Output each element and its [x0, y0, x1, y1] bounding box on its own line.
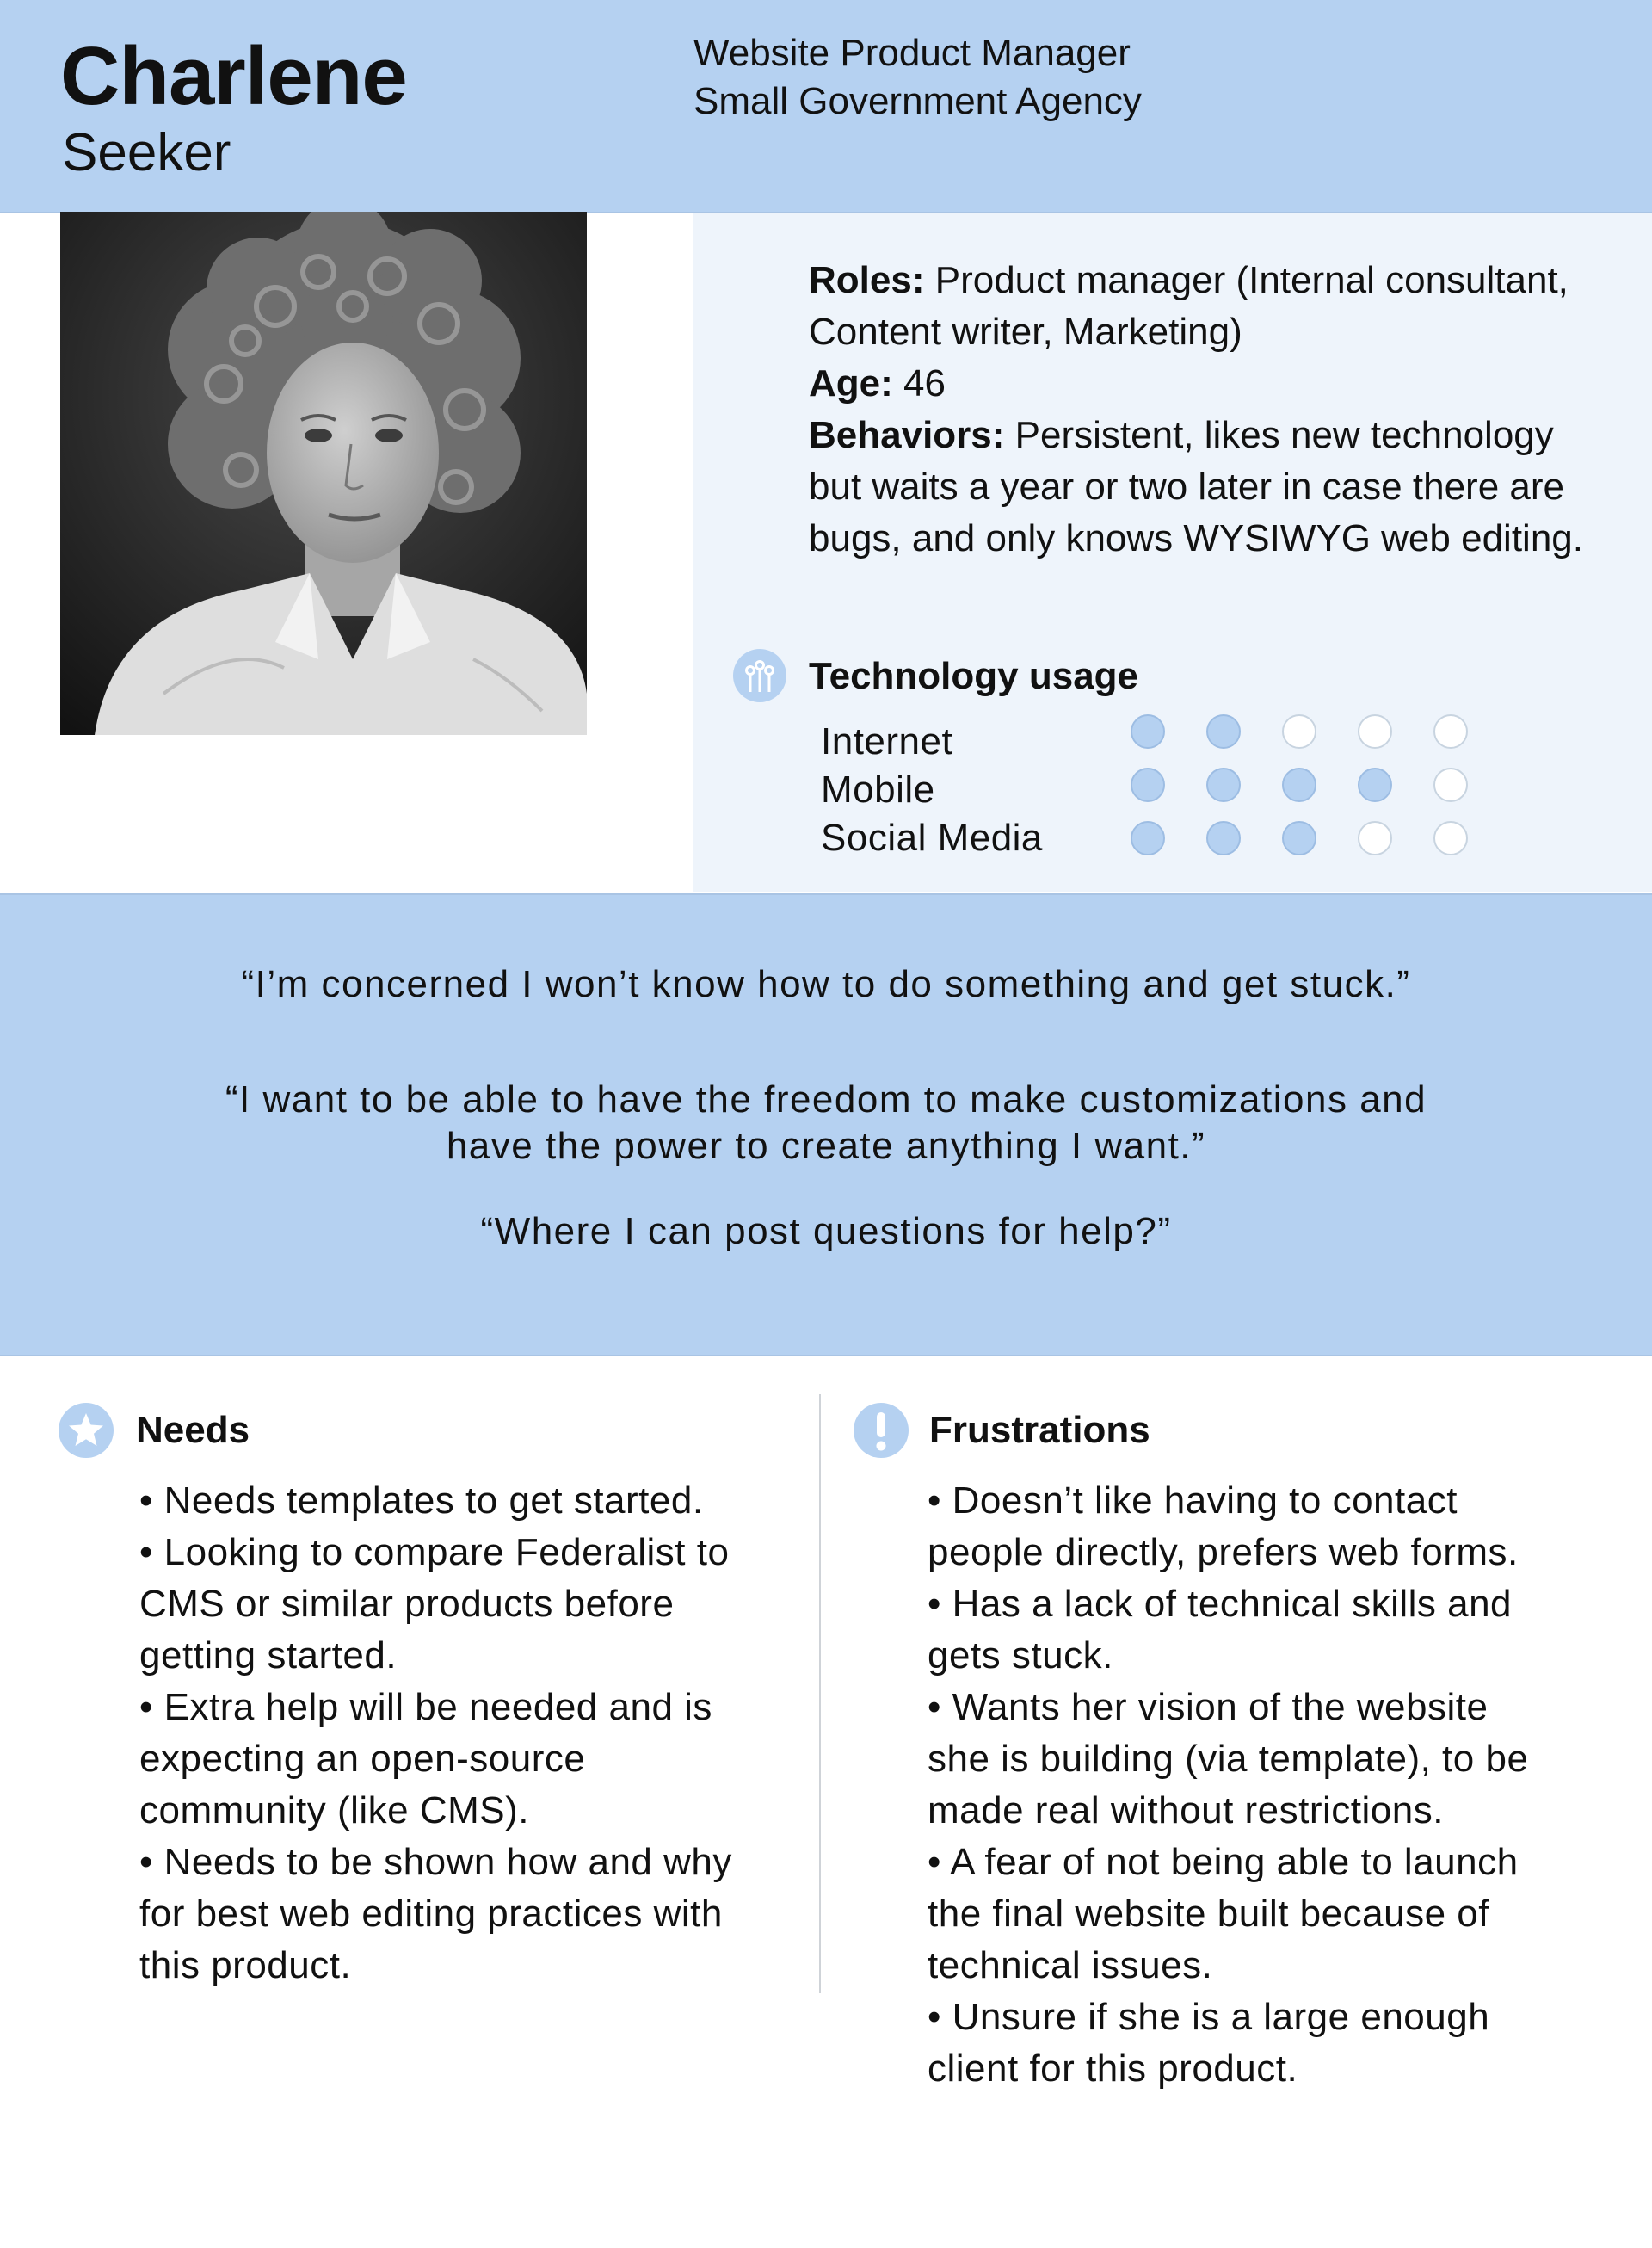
needs-line: • Looking to compare Federalist to: [139, 1531, 730, 1573]
needs-line: CMS or similar products before: [139, 1583, 675, 1625]
frustrations-title: Frustrations: [929, 1409, 1150, 1451]
rating-dot-filled: [1282, 768, 1316, 802]
rating-dot-filled: [1206, 821, 1241, 855]
age-label: Age:: [809, 362, 893, 405]
rating-dot-filled: [1131, 714, 1165, 749]
star-icon: [59, 1403, 114, 1458]
technology-usage-title: Technology usage: [809, 655, 1139, 697]
needs-line: getting started.: [139, 1634, 398, 1677]
persona-job: [693, 29, 1142, 126]
circuit-icon: [733, 649, 786, 702]
needs-line: for best web editing practices with: [139, 1893, 723, 1935]
tech-label-social-media: Social Media: [821, 817, 1043, 859]
frustrations-line: • Wants her vision of the website: [928, 1686, 1489, 1728]
rating-dot-filled: [1131, 768, 1165, 802]
behaviors-label: Behaviors:: [809, 414, 1005, 456]
organization: Small Government Agency: [693, 80, 1142, 122]
behaviors-row: [809, 410, 1583, 565]
rating-dot-empty: [1433, 768, 1468, 802]
frustrations-line: made real without restrictions.: [928, 1789, 1444, 1831]
quote-2-line-1: “I want to be able to have the freedom to make customizations and: [225, 1078, 1427, 1121]
age-row: [809, 358, 1583, 410]
needs-line: community (like CMS).: [139, 1789, 529, 1831]
rating-dot-empty: [1282, 714, 1316, 749]
exclamation-icon: [854, 1403, 909, 1458]
quote-2-line-2: have the power to create anything I want.”: [446, 1125, 1206, 1167]
column-divider: [819, 1394, 821, 1993]
portrait-photo: [60, 212, 587, 735]
roles-label: Roles:: [809, 259, 925, 301]
job-title: Website Product Manager: [693, 32, 1131, 74]
rating-dot-filled: [1358, 768, 1392, 802]
rating-dot-filled: [1206, 768, 1241, 802]
needs-title: Needs: [136, 1409, 250, 1451]
tech-label-mobile: Mobile: [821, 769, 935, 811]
rating-dot-empty: [1433, 821, 1468, 855]
rating-dot-empty: [1358, 714, 1392, 749]
rating-dot-filled: [1131, 821, 1165, 855]
frustrations-line: • Doesn’t like having to contact: [928, 1479, 1458, 1522]
frustrations-line: technical issues.: [928, 1944, 1213, 1986]
roles-value: Product manager (Internal consultant, Content writer, Marketing): [809, 259, 1569, 353]
profile-details: [809, 255, 1583, 565]
frustrations-line: the final website built because of: [928, 1893, 1489, 1935]
needs-line: • Needs templates to get started.: [139, 1479, 704, 1522]
frustrations-line: • Has a lack of technical skills and: [928, 1583, 1513, 1625]
rating-dot-filled: [1206, 714, 1241, 749]
frustrations-line: client for this product.: [928, 2047, 1298, 2090]
needs-line: • Needs to be shown how and why: [139, 1841, 732, 1883]
frustrations-line: gets stuck.: [928, 1634, 1113, 1677]
tech-label-internet: Internet: [821, 720, 953, 763]
quote-1: “I’m concerned I won’t know how to do something and get stuck.”: [241, 963, 1411, 1005]
needs-list: [139, 1475, 811, 1992]
persona-name: Charlene: [60, 30, 407, 122]
age-value: 46: [903, 362, 946, 405]
rating-dot-empty: [1358, 821, 1392, 855]
quote-3: “Where I can post questions for help?”: [480, 1210, 1172, 1252]
rating-dot-filled: [1282, 821, 1316, 855]
rating-dot-empty: [1433, 714, 1468, 749]
frustrations-list: [928, 1475, 1633, 2095]
behaviors-value: Persistent, likes new technology but waits a year or two later in case there are bugs, and only knows WYSIWYG web editing.: [809, 414, 1583, 559]
frustrations-line: people directly, prefers web forms.: [928, 1531, 1519, 1573]
frustrations-line: she is building (via template), to be: [928, 1738, 1529, 1780]
needs-line: this product.: [139, 1944, 352, 1986]
persona-archetype: Seeker: [62, 123, 231, 182]
needs-line: • Extra help will be needed and is: [139, 1686, 712, 1728]
frustrations-line: • Unsure if she is a large enough: [928, 1996, 1490, 2038]
frustrations-line: • A fear of not being able to launch: [928, 1841, 1519, 1883]
roles-row: [809, 255, 1583, 358]
needs-line: expecting an open-source: [139, 1738, 586, 1780]
